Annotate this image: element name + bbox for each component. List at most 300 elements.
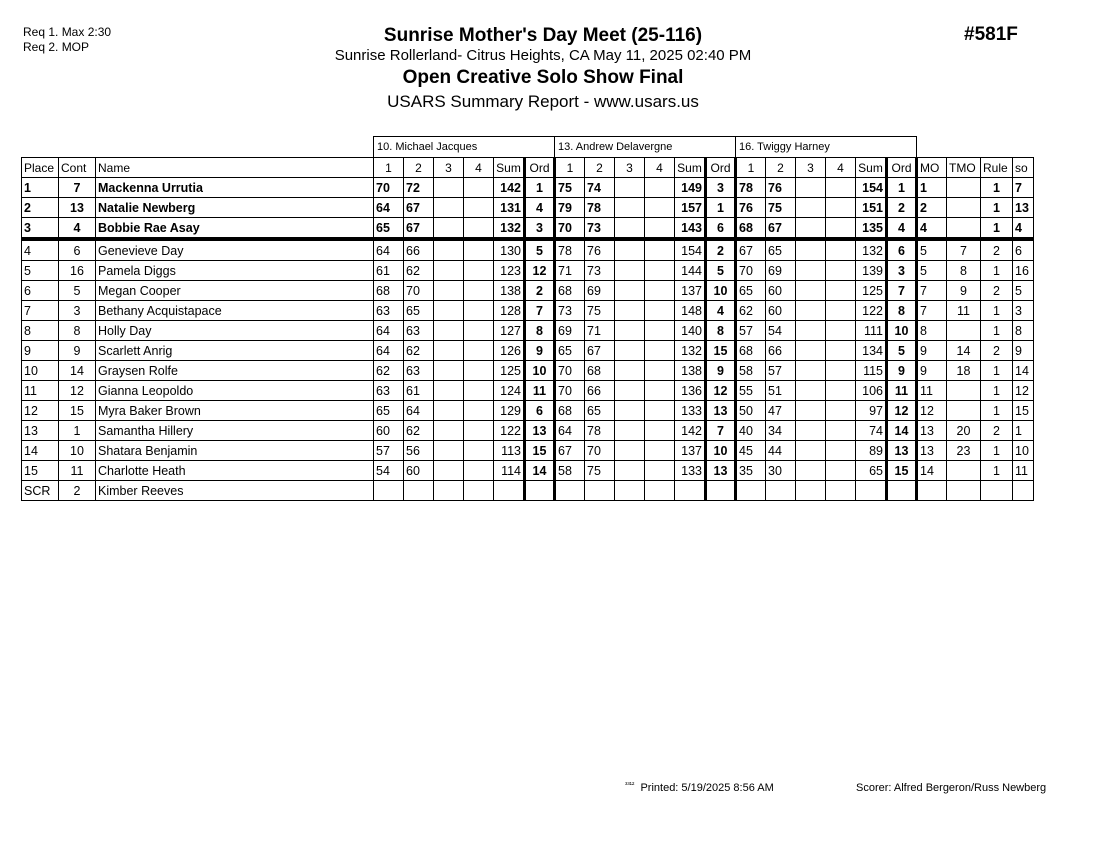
- judge-3-sum: 65: [856, 461, 887, 481]
- judge-3-ordinal: 7: [887, 281, 917, 301]
- judge-1-sum: 123: [494, 261, 525, 281]
- judge-3-score-3: [796, 321, 826, 341]
- so-cell: 10: [1013, 441, 1034, 461]
- col-j1-2: 2: [404, 158, 434, 178]
- contestant-number-cell: 14: [59, 361, 96, 381]
- judge-3-sum: 122: [856, 301, 887, 321]
- judge-2-score-4: [645, 361, 675, 381]
- rule-cell: 2: [981, 341, 1013, 361]
- skater-name-cell: Shatara Benjamin: [96, 441, 374, 461]
- mo-cell: 2: [917, 198, 947, 218]
- table-row: [22, 321, 1034, 341]
- judge-1-score-4: [464, 261, 494, 281]
- judge-2-score-4: [645, 301, 675, 321]
- judge-2-ordinal: 15: [706, 341, 736, 361]
- judge-1-sum: 131: [494, 198, 525, 218]
- requirement-1: Req 1. Max 2:30: [23, 25, 112, 39]
- judge-2-score-2: 75: [585, 301, 615, 321]
- judge-2-sum: 137: [675, 441, 706, 461]
- skater-name-cell: Natalie Newberg: [96, 198, 374, 218]
- judge-3-score-2: 76: [766, 178, 796, 198]
- tmo-cell: [947, 401, 981, 421]
- col-j2-1: 1: [555, 158, 585, 178]
- judge-2-ordinal: 9: [706, 361, 736, 381]
- judge-3-score-1: 68: [736, 218, 766, 240]
- judge-1-score-4: [464, 361, 494, 381]
- judge-3-score-3: [796, 239, 826, 261]
- judge-3-score-2: 30: [766, 461, 796, 481]
- col-j2-2: 2: [585, 158, 615, 178]
- judge-3-ordinal: [887, 481, 917, 501]
- place-cell: 6: [22, 281, 59, 301]
- judge-1-score-1: 57: [374, 441, 404, 461]
- judge-2-score-4: [645, 239, 675, 261]
- judge-1-sum: 125: [494, 361, 525, 381]
- rule-cell: 1: [981, 361, 1013, 381]
- tmo-cell: [947, 481, 981, 501]
- judge-1-score-3: [434, 301, 464, 321]
- judge-3-sum: 74: [856, 421, 887, 441]
- judge-3-score-3: [796, 361, 826, 381]
- mo-cell: 4: [917, 218, 947, 240]
- col-name: Name: [96, 158, 374, 178]
- col-j2-ord: Ord: [706, 158, 736, 178]
- judge-3-score-4: [826, 381, 856, 401]
- judge-3-score-3: [796, 301, 826, 321]
- contestant-number-cell: 3: [59, 301, 96, 321]
- judge-3-score-3: [796, 198, 826, 218]
- judge-2-score-4: [645, 321, 675, 341]
- tmo-cell: 20: [947, 421, 981, 441]
- col-rule: Rule: [981, 158, 1013, 178]
- so-cell: [1013, 481, 1034, 501]
- so-cell: 5: [1013, 281, 1034, 301]
- rule-cell: 1: [981, 198, 1013, 218]
- judge-2-score-2: 75: [585, 461, 615, 481]
- rule-cell: [981, 481, 1013, 501]
- judge-1-sum: 130: [494, 239, 525, 261]
- judge-2-score-3: [615, 239, 645, 261]
- judge-1-score-3: [434, 281, 464, 301]
- judge-2-score-3: [615, 341, 645, 361]
- contestant-number-cell: 15: [59, 401, 96, 421]
- place-cell: 8: [22, 321, 59, 341]
- judge-2-sum: 133: [675, 401, 706, 421]
- judge-2-ordinal: 7: [706, 421, 736, 441]
- table-row: [22, 218, 1034, 240]
- judge-3-score-2: 47: [766, 401, 796, 421]
- judge-3-sum: 151: [856, 198, 887, 218]
- judge-2-score-3: [615, 441, 645, 461]
- judge-3-score-3: [796, 178, 826, 198]
- judge-3-score-2: 60: [766, 301, 796, 321]
- judge-3-score-1: 58: [736, 361, 766, 381]
- judge-1-score-4: [464, 198, 494, 218]
- judge-3-ordinal: 8: [887, 301, 917, 321]
- judge-1-ordinal: 9: [525, 341, 555, 361]
- col-j3-3: 3: [796, 158, 826, 178]
- rule-cell: 1: [981, 401, 1013, 421]
- tmo-cell: 14: [947, 341, 981, 361]
- rule-cell: 2: [981, 421, 1013, 441]
- judge-1-score-2: 62: [404, 261, 434, 281]
- judge-2-score-1: 64: [555, 421, 585, 441]
- judge-3-ordinal: 14: [887, 421, 917, 441]
- judge-3-ordinal: 13: [887, 441, 917, 461]
- judge-2-score-3: [615, 401, 645, 421]
- judge-3-score-4: [826, 421, 856, 441]
- tmo-cell: 8: [947, 261, 981, 281]
- judge-2-sum: 138: [675, 361, 706, 381]
- table-row: [22, 178, 1034, 198]
- judge-3-score-3: [796, 218, 826, 240]
- judge-3-sum: 132: [856, 239, 887, 261]
- judge-2-score-2: 67: [585, 341, 615, 361]
- judge-2-score-4: [645, 421, 675, 441]
- place-cell: 14: [22, 441, 59, 461]
- judge-3-score-2: 66: [766, 341, 796, 361]
- judge-1-score-3: [434, 361, 464, 381]
- judge-2-score-2: 68: [585, 361, 615, 381]
- table-row: [22, 401, 1034, 421]
- judge-2-sum: 149: [675, 178, 706, 198]
- judge-3-ordinal: 15: [887, 461, 917, 481]
- judge-1-score-1: 70: [374, 178, 404, 198]
- judge-1-score-3: [434, 381, 464, 401]
- requirement-2: Req 2. MOP: [23, 40, 90, 54]
- judge-1-ordinal: 15: [525, 441, 555, 461]
- judge-1-ordinal: 3: [525, 218, 555, 240]
- judge-1-ordinal: 6: [525, 401, 555, 421]
- judge-3-score-4: [826, 261, 856, 281]
- judge-2-score-3: [615, 461, 645, 481]
- judge-2-score-3: [615, 261, 645, 281]
- so-cell: 13: [1013, 198, 1034, 218]
- judge-2-score-2: 78: [585, 198, 615, 218]
- table-row: [22, 441, 1034, 461]
- judge-1-score-3: [434, 461, 464, 481]
- rule-cell: 1: [981, 461, 1013, 481]
- col-tmo: TMO: [947, 158, 981, 178]
- judge-3-ordinal: 6: [887, 239, 917, 261]
- so-cell: 14: [1013, 361, 1034, 381]
- so-cell: 12: [1013, 381, 1034, 401]
- judge-3-score-1: 67: [736, 239, 766, 261]
- judge-2-score-1: 69: [555, 321, 585, 341]
- judge-3-ordinal: 1: [887, 178, 917, 198]
- judge-1-ordinal: 12: [525, 261, 555, 281]
- judge-1-score-2: 62: [404, 421, 434, 441]
- place-cell: 1: [22, 178, 59, 198]
- skater-name-cell: Gianna Leopoldo: [96, 381, 374, 401]
- judge-2-sum: [675, 481, 706, 501]
- judge-1-sum: 126: [494, 341, 525, 361]
- judge-1-score-2: 60: [404, 461, 434, 481]
- judge-2-score-4: [645, 218, 675, 240]
- so-cell: 15: [1013, 401, 1034, 421]
- judge-1-sum: 127: [494, 321, 525, 341]
- skater-name-cell: Megan Cooper: [96, 281, 374, 301]
- mo-cell: 12: [917, 401, 947, 421]
- judge-1-score-3: [434, 261, 464, 281]
- judge-1-score-4: [464, 341, 494, 361]
- print-mark: ³³¹²: [625, 782, 635, 789]
- col-j1-1: 1: [374, 158, 404, 178]
- judge-2-ordinal: 13: [706, 401, 736, 421]
- so-cell: 7: [1013, 178, 1034, 198]
- judge-1-score-2: [404, 481, 434, 501]
- judge-3-score-4: [826, 401, 856, 421]
- judge-3-ordinal: 11: [887, 381, 917, 401]
- rule-cell: 2: [981, 281, 1013, 301]
- judge-2-ordinal: 10: [706, 441, 736, 461]
- judge-3-sum: [856, 481, 887, 501]
- judge-2-score-1: 70: [555, 381, 585, 401]
- judge-3-score-1: 40: [736, 421, 766, 441]
- judge-3-score-3: [796, 421, 826, 441]
- mo-cell: 7: [917, 301, 947, 321]
- judge-3-sum: 139: [856, 261, 887, 281]
- mo-cell: 5: [917, 261, 947, 281]
- judge-3-score-2: 57: [766, 361, 796, 381]
- judge-2-ordinal: 4: [706, 301, 736, 321]
- rule-cell: 1: [981, 441, 1013, 461]
- judge-1-score-4: [464, 421, 494, 441]
- judge-2-score-2: 78: [585, 421, 615, 441]
- judge-3-score-1: 57: [736, 321, 766, 341]
- mo-cell: 1: [917, 178, 947, 198]
- judge-3-score-4: [826, 361, 856, 381]
- judge-1-ordinal: [525, 481, 555, 501]
- contestant-number-cell: 1: [59, 421, 96, 441]
- judge-3-sum: 134: [856, 341, 887, 361]
- rule-cell: 1: [981, 381, 1013, 401]
- judge-3-score-2: 65: [766, 239, 796, 261]
- judge-3-score-2: 51: [766, 381, 796, 401]
- table-row: [22, 239, 1034, 261]
- judge-1-score-3: [434, 321, 464, 341]
- judge-1-score-3: [434, 239, 464, 261]
- contestant-number-cell: 4: [59, 218, 96, 240]
- judge-3-name: 16. Twiggy Harney: [736, 137, 917, 158]
- col-j2-4: 4: [645, 158, 675, 178]
- skater-name-cell: Genevieve Day: [96, 239, 374, 261]
- judge-3-sum: 154: [856, 178, 887, 198]
- judge-2-ordinal: 3: [706, 178, 736, 198]
- tmo-cell: [947, 321, 981, 341]
- col-j1-sum: Sum: [494, 158, 525, 178]
- judge-1-score-1: 68: [374, 281, 404, 301]
- so-cell: 3: [1013, 301, 1034, 321]
- rule-cell: 1: [981, 178, 1013, 198]
- judge-3-score-2: 67: [766, 218, 796, 240]
- judge-1-score-1: 65: [374, 218, 404, 240]
- table-row: [22, 381, 1034, 401]
- judge-2-score-4: [645, 441, 675, 461]
- judge-3-ordinal: 3: [887, 261, 917, 281]
- judge-2-score-1: 68: [555, 401, 585, 421]
- judge-2-score-2: 70: [585, 441, 615, 461]
- judge-2-score-1: 70: [555, 218, 585, 240]
- judge-3-score-1: 55: [736, 381, 766, 401]
- rule-cell: 1: [981, 218, 1013, 240]
- table-row: [22, 198, 1034, 218]
- table-row: [22, 261, 1034, 281]
- judge-2-score-1: 79: [555, 198, 585, 218]
- judge-1-score-3: [434, 198, 464, 218]
- judge-3-sum: 111: [856, 321, 887, 341]
- col-j3-4: 4: [826, 158, 856, 178]
- judge-3-score-1: 45: [736, 441, 766, 461]
- skater-name-cell: Mackenna Urrutia: [96, 178, 374, 198]
- col-mo: MO: [917, 158, 947, 178]
- judge-1-ordinal: 7: [525, 301, 555, 321]
- judge-3-sum: 135: [856, 218, 887, 240]
- judge-1-sum: 122: [494, 421, 525, 441]
- tmo-cell: [947, 178, 981, 198]
- judge-2-sum: 137: [675, 281, 706, 301]
- skater-name-cell: Bobbie Rae Asay: [96, 218, 374, 240]
- judge-3-score-4: [826, 198, 856, 218]
- printed-date: Printed: 5/19/2025 8:56 AM: [640, 782, 774, 794]
- rule-cell: 1: [981, 321, 1013, 341]
- judge-2-score-2: 71: [585, 321, 615, 341]
- rule-cell: 1: [981, 301, 1013, 321]
- judge-3-score-3: [796, 481, 826, 501]
- judge-1-score-3: [434, 421, 464, 441]
- judge-1-sum: 138: [494, 281, 525, 301]
- place-cell: 9: [22, 341, 59, 361]
- judge-1-score-3: [434, 401, 464, 421]
- mo-cell: 9: [917, 361, 947, 381]
- col-j1-3: 3: [434, 158, 464, 178]
- judge-2-score-1: 73: [555, 301, 585, 321]
- place-cell: 15: [22, 461, 59, 481]
- judge-2-ordinal: 8: [706, 321, 736, 341]
- judge-1-ordinal: 4: [525, 198, 555, 218]
- table-row: [22, 301, 1034, 321]
- col-so: so: [1013, 158, 1034, 178]
- judge-1-sum: 132: [494, 218, 525, 240]
- judge-3-score-1: 78: [736, 178, 766, 198]
- judge-2-score-2: 65: [585, 401, 615, 421]
- judge-1-score-2: 67: [404, 218, 434, 240]
- judge-1-score-1: 62: [374, 361, 404, 381]
- col-j3-1: 1: [736, 158, 766, 178]
- event-code: #581F: [964, 24, 1018, 45]
- judge-2-score-4: [645, 178, 675, 198]
- judge-3-score-4: [826, 218, 856, 240]
- report-title: USARS Summary Report - www.usars.us: [387, 92, 699, 111]
- place-cell: 2: [22, 198, 59, 218]
- results-table: [21, 136, 1034, 501]
- skater-name-cell: Holly Day: [96, 321, 374, 341]
- judge-2-score-3: [615, 178, 645, 198]
- judge-1-score-1: 63: [374, 381, 404, 401]
- contestant-number-cell: 12: [59, 381, 96, 401]
- so-cell: 6: [1013, 239, 1034, 261]
- mo-cell: 9: [917, 341, 947, 361]
- tmo-cell: 23: [947, 441, 981, 461]
- judge-2-score-1: 58: [555, 461, 585, 481]
- table-row: [22, 481, 1034, 501]
- judge-3-score-2: 60: [766, 281, 796, 301]
- judge-2-score-1: 78: [555, 239, 585, 261]
- judge-3-score-4: [826, 239, 856, 261]
- report-header: [0, 24, 1086, 113]
- judge-1-score-4: [464, 239, 494, 261]
- judge-1-score-2: 56: [404, 441, 434, 461]
- judge-1-score-3: [434, 481, 464, 501]
- judge-3-ordinal: 2: [887, 198, 917, 218]
- judge-2-sum: 143: [675, 218, 706, 240]
- judge-3-score-1: [736, 481, 766, 501]
- judge-3-score-3: [796, 381, 826, 401]
- judge-1-score-2: 65: [404, 301, 434, 321]
- judge-3-score-2: 54: [766, 321, 796, 341]
- judge-2-score-4: [645, 261, 675, 281]
- contestant-number-cell: 13: [59, 198, 96, 218]
- judge-3-score-2: [766, 481, 796, 501]
- place-cell: 3: [22, 218, 59, 240]
- so-cell: 16: [1013, 261, 1034, 281]
- judge-1-score-3: [434, 218, 464, 240]
- judge-3-score-3: [796, 281, 826, 301]
- judge-3-ordinal: 9: [887, 361, 917, 381]
- mo-cell: 13: [917, 421, 947, 441]
- judge-1-score-4: [464, 461, 494, 481]
- rule-cell: 1: [981, 261, 1013, 281]
- judge-1-ordinal: 1: [525, 178, 555, 198]
- judge-2-score-1: 75: [555, 178, 585, 198]
- judge-3-score-1: 35: [736, 461, 766, 481]
- judge-2-sum: 140: [675, 321, 706, 341]
- judge-1-sum: 124: [494, 381, 525, 401]
- judge-3-ordinal: 5: [887, 341, 917, 361]
- judge-3-score-3: [796, 341, 826, 361]
- judge-3-ordinal: 4: [887, 218, 917, 240]
- judge-2-score-3: [615, 421, 645, 441]
- judge-3-score-2: 69: [766, 261, 796, 281]
- place-cell: 4: [22, 239, 59, 261]
- judge-3-score-3: [796, 461, 826, 481]
- judge-3-sum: 106: [856, 381, 887, 401]
- judge-3-score-2: 44: [766, 441, 796, 461]
- judge-3-score-2: 75: [766, 198, 796, 218]
- judge-2-score-2: 66: [585, 381, 615, 401]
- judge-2-score-2: 76: [585, 239, 615, 261]
- judge-1-score-3: [434, 441, 464, 461]
- col-j3-ord: Ord: [887, 158, 917, 178]
- contestant-number-cell: 11: [59, 461, 96, 481]
- judge-2-score-2: 73: [585, 218, 615, 240]
- judge-2-score-1: [555, 481, 585, 501]
- scorer-info: Scorer: Alfred Bergeron/Russ Newberg: [856, 782, 1047, 794]
- judge-2-score-4: [645, 281, 675, 301]
- judge-3-score-1: 65: [736, 281, 766, 301]
- judge-2-ordinal: 12: [706, 381, 736, 401]
- mo-cell: [917, 481, 947, 501]
- judge-3-score-4: [826, 441, 856, 461]
- col-place: Place: [22, 158, 59, 178]
- place-cell: 7: [22, 301, 59, 321]
- judge-2-score-3: [615, 361, 645, 381]
- judge-3-sum: 97: [856, 401, 887, 421]
- judge-1-sum: 142: [494, 178, 525, 198]
- judge-3-score-4: [826, 481, 856, 501]
- so-cell: 9: [1013, 341, 1034, 361]
- table-row: [22, 421, 1034, 441]
